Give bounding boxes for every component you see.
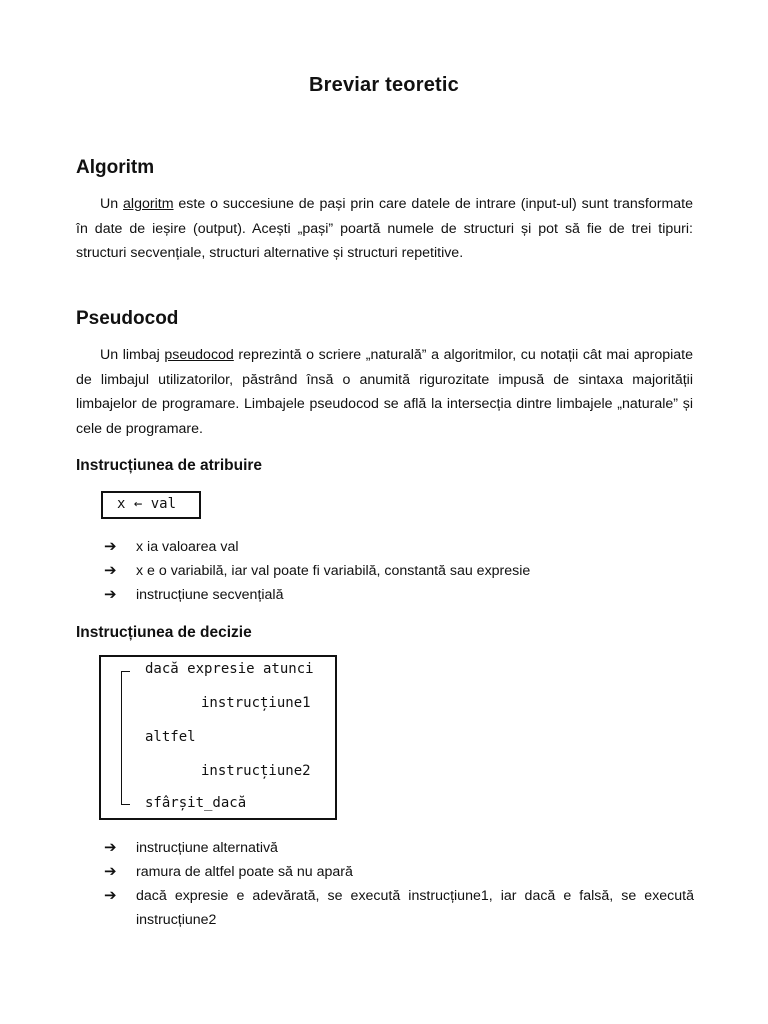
arrow-right-icon: ➔ [104, 538, 117, 555]
arrow-right-icon: ➔ [104, 839, 117, 856]
decizie-bullet-list [104, 836, 694, 932]
para-body: este o succesiune de pași prin care datele de intrare (input-ul) sunt transformate în date de ieșire (output). Acești „pași” poartă numele de structuri și pot să fie de trei tipuri: structuri secvențiale, structuri alternative și structuri repetitive. [76, 196, 693, 261]
para-lead: Un limbaj [100, 347, 165, 363]
list-item: ➔ ramura de altfel poate să nu apară [104, 860, 694, 884]
term-pseudocod: pseudocod [164, 347, 234, 363]
heading-algoritm: Algoritm [76, 157, 155, 178]
para-body: reprezintă o scriere „naturală” a algoritmilor, cu notații cât mai apropiate de limbajul utilizatorilor, păstrând însă o anumită rigurozitate impusă de sintaxa majorității limbajelor de programare. Limbajele pseudocod se află la intersecția dintre limbajele „naturale” și cele de programare. [76, 347, 693, 437]
code-line: dacă expresie atunci [145, 661, 314, 677]
assignment-code-box [101, 491, 201, 519]
arrow-right-icon: ➔ [104, 863, 117, 880]
heading-atribuire: Instrucțiunea de atribuire [76, 457, 263, 474]
list-item: ➔ x ia valoarea val [104, 535, 694, 559]
code-line: altfel [145, 729, 196, 745]
para-lead: Un [100, 196, 124, 212]
atribuire-bullet-list [104, 535, 694, 607]
list-item: ➔ dacă expresie e adevărată, se execută instrucțiune1, iar dacă e falsă, se execută instrucțiune2 [104, 884, 694, 932]
arrow-right-icon: ➔ [104, 887, 117, 904]
code-line: instrucțiune1 [201, 695, 311, 711]
term-algoritm: algoritm [123, 196, 174, 212]
paragraph-pseudocod [76, 343, 693, 441]
list-item: ➔ instrucțiune secvențială [104, 583, 694, 607]
assignment-code: x ← val [117, 496, 177, 512]
heading-pseudocod: Pseudocod [76, 308, 179, 329]
heading-decizie: Instrucțiunea de decizie [76, 624, 252, 641]
block-bracket [121, 671, 130, 805]
decision-code-box [99, 655, 337, 820]
arrow-right-icon: ➔ [104, 562, 117, 579]
list-item: ➔ instrucțiune alternativă [104, 836, 694, 860]
arrow-right-icon: ➔ [104, 586, 117, 603]
list-item: ➔ x e o variabilă, iar val poate fi variabilă, constantă sau expresie [104, 559, 694, 583]
page-title: Breviar teoretic [309, 74, 459, 96]
code-line: instrucțiune2 [201, 763, 311, 779]
paragraph-algoritm [76, 192, 693, 266]
code-line: sfârșit_dacă [145, 795, 247, 811]
